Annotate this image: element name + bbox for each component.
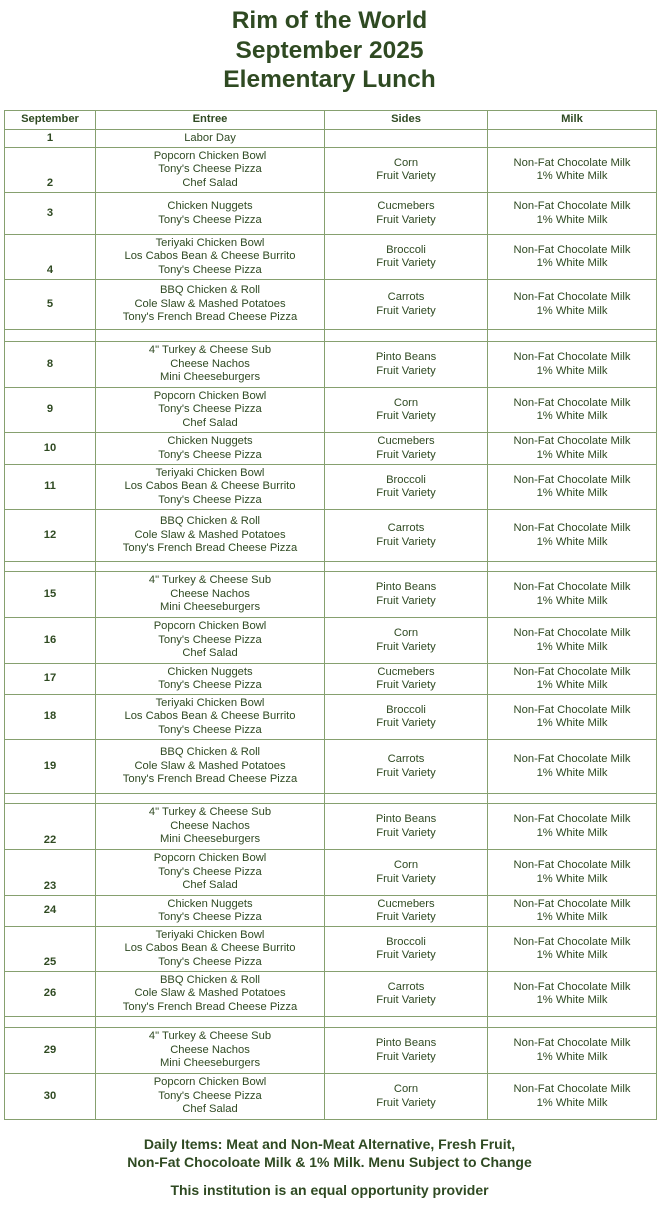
sides-cell [325,193,488,235]
sides-cell [325,388,488,433]
table-row [5,280,657,330]
day-cell: 4 [5,235,96,280]
sides-cell [325,433,488,465]
spacer-cell [488,562,657,572]
sides-cell [325,896,488,927]
day-cell: 12 [5,510,96,562]
sides-cell [325,1074,488,1120]
week-spacer-row [5,794,657,804]
sides-cell-line: Broccoli [386,243,426,256]
entree-cell-line: Tony's Cheese Pizza [158,633,262,646]
lunch-menu-table [4,110,657,1120]
milk-cell [488,972,657,1017]
table-row [5,572,657,618]
sides-cell-line: Carrots [387,522,425,534]
entree-cell-line: Los Cabos Bean & Cheese Burrito [124,942,296,955]
entree-cell-line: Tony's Cheese Pizza [158,679,262,691]
milk-cell [488,572,657,618]
entree-cell-line: Tony's Cheese Pizza [158,865,262,878]
entree-cell-line: Popcorn Chicken Bowl [153,1076,267,1089]
entree-cell [96,740,325,794]
footer-equal-opportunity: This institution is an equal opportunity provider [170,1182,489,1198]
spacer-cell [325,330,488,342]
milk-cell-line: 1% White Milk [536,594,608,607]
milk-cell [488,280,657,330]
entree-cell-line: BBQ Chicken & Roll [159,973,261,986]
entree-cell [96,388,325,433]
milk-cell [488,465,657,510]
entree-cell-line: Cole Slaw & Mashed Potatoes [134,528,286,541]
day-cell: 15 [5,572,96,618]
day-cell: 19 [5,740,96,794]
sides-cell [325,618,488,664]
entree-cell-line: Chicken Nuggets [167,200,253,212]
entree-cell-line: Los Cabos Bean & Cheese Burrito [124,250,296,263]
sides-cell-line: Fruit Variety [376,487,436,499]
day-cell: 29 [5,1028,96,1074]
entree-cell [96,896,325,927]
milk-cell-line: Non-Fat Chocolate Milk [513,1037,631,1049]
entree-cell [96,148,325,193]
entree-cell [96,1074,325,1120]
footer-line-1: Daily Items: Meat and Non-Meat Alternative, Fresh Fruit, [143,1136,516,1152]
title-meal: Elementary Lunch [223,66,436,93]
entree-cell-line: Chicken Nuggets [167,897,253,910]
entree-cell-line: BBQ Chicken & Roll [159,515,261,528]
sides-cell-line: Corn [393,859,419,871]
entree-cell-line: Los Cabos Bean & Cheese Burrito [124,480,296,493]
milk-cell [488,1074,657,1120]
entree-cell-line: Chef Salad [182,416,238,429]
milk-cell-line: 1% White Milk [536,949,608,961]
entree-cell-line: Popcorn Chicken Bowl [153,149,267,162]
spacer-cell [488,1017,657,1028]
sides-cell-line: Fruit Variety [376,1050,436,1063]
sides-cell-line: Pinto Beans [375,1037,437,1049]
entree-cell [96,572,325,618]
entree-cell-line: Los Cabos Bean & Cheese Burrito [124,710,296,723]
entree-cell [96,850,325,896]
milk-cell-line: Non-Fat Chocolate Milk [513,935,631,948]
sides-cell-line: Fruit Variety [376,679,436,691]
day-cell: 3 [5,193,96,235]
milk-cell [488,193,657,235]
spacer-cell [488,794,657,804]
entree-cell-line: 4" Turkey & Cheese Sub [148,1030,272,1043]
sides-cell-line: Carrots [387,980,425,993]
milk-cell [488,342,657,388]
entree-cell-line: Cole Slaw & Mashed Potatoes [134,987,286,1000]
sides-cell-line: Broccoli [386,703,426,716]
milk-cell-line: Non-Fat Chocolate Milk [513,473,631,486]
table-row [5,510,657,562]
entree-cell-line: Chicken Nuggets [167,665,253,678]
sides-cell [325,740,488,794]
milk-cell-line: Non-Fat Chocolate Milk [513,859,631,871]
entree-cell [96,342,325,388]
milk-cell-line: 1% White Milk [536,766,608,779]
entree-cell-line: Teriyaki Chicken Bowl [155,466,265,479]
menu-title [0,6,659,95]
entree-cell-line: Cole Slaw & Mashed Potatoes [134,759,286,772]
day-cell: 9 [5,388,96,433]
milk-cell-line: Non-Fat Chocolate Milk [513,522,631,534]
sides-cell [325,510,488,562]
milk-cell-line: Non-Fat Chocolate Milk [513,581,631,593]
sides-cell-line: Pinto Beans [375,813,437,825]
entree-cell-line: Mini Cheeseburgers [159,833,261,846]
milk-cell [488,927,657,972]
milk-cell-line: Non-Fat Chocolate Milk [513,703,631,716]
entree-cell-line: Tony's Cheese Pizza [158,448,262,461]
entree-cell-line: Mini Cheeseburgers [159,601,261,614]
milk-cell-line: 1% White Milk [536,826,608,839]
entree-cell-line: Tony's Cheese Pizza [158,723,262,736]
table-row [5,618,657,664]
milk-cell [488,896,657,927]
sides-cell-line: Cucmebers [377,897,435,910]
table-row [5,927,657,972]
milk-cell [488,148,657,193]
entree-cell-line: BBQ Chicken & Roll [159,284,261,297]
sides-cell-line: Fruit Variety [376,410,436,422]
sides-cell-line: Fruit Variety [376,213,436,226]
sides-cell [325,148,488,193]
day-cell: 26 [5,972,96,1017]
milk-cell [488,388,657,433]
day-cell: 11 [5,465,96,510]
milk-cell-line: 1% White Milk [536,717,608,729]
table-row [5,465,657,510]
milk-cell [488,850,657,896]
sides-cell [325,280,488,330]
milk-cell [488,664,657,695]
entree-cell-line: Tony's Cheese Pizza [158,163,262,176]
entree-cell-line: BBQ Chicken & Roll [159,746,261,759]
entree-cell [96,235,325,280]
sides-cell-line: Cucmebers [377,665,435,678]
sides-cell-line: Fruit Variety [376,170,436,182]
milk-cell [488,235,657,280]
day-cell: 23 [5,850,96,896]
milk-cell-line: 1% White Milk [536,487,608,499]
entree-cell-line: Tony's Cheese Pizza [158,213,262,226]
entree-cell [96,465,325,510]
milk-cell-line: Non-Fat Chocolate Milk [513,897,631,910]
table-row [5,1074,657,1120]
milk-cell-line: Non-Fat Chocolate Milk [513,1083,631,1095]
entree-cell-line: Chicken Nuggets [167,435,253,447]
sides-cell-line: Corn [393,156,419,169]
table-header-row [5,111,657,130]
sides-cell [325,804,488,850]
milk-cell-line: Non-Fat Chocolate Milk [513,813,631,825]
sides-cell-line: Cucmebers [377,435,435,447]
milk-cell-line: 1% White Milk [536,257,608,269]
entree-cell [96,618,325,664]
spacer-cell [96,1017,325,1028]
spacer-cell [5,562,96,572]
milk-cell-line: Non-Fat Chocolate Milk [513,665,631,678]
entree-cell-line: Tony's Cheese Pizza [158,493,262,506]
entree-cell-line: Tony's Cheese Pizza [158,1089,262,1102]
milk-cell-line: 1% White Milk [536,448,608,461]
sides-cell [325,664,488,695]
sides-cell [325,972,488,1017]
header-sides: Sides [325,111,488,130]
entree-cell-line: Teriyaki Chicken Bowl [155,236,265,249]
sides-cell-line: Fruit Variety [376,1096,436,1109]
day-cell: 8 [5,342,96,388]
milk-cell-line: 1% White Milk [536,213,608,226]
entree-cell-line: Popcorn Chicken Bowl [153,620,267,633]
entree-cell [96,193,325,235]
sides-cell-line: Pinto Beans [375,351,437,363]
entree-cell-line: Tony's Cheese Pizza [158,403,262,416]
milk-cell [488,1028,657,1074]
table-row [5,972,657,1017]
table-body [5,130,657,1120]
entree-cell-line: Popcorn Chicken Bowl [153,389,267,402]
milk-cell-line: 1% White Milk [536,872,608,885]
header-entree: Entree [96,111,325,130]
spacer-cell [5,330,96,342]
day-cell: 16 [5,618,96,664]
entree-cell-line: Teriyaki Chicken Bowl [155,928,265,941]
entree-cell [96,664,325,695]
spacer-cell [96,794,325,804]
milk-cell [488,433,657,465]
week-spacer-row [5,562,657,572]
entree-cell-line: Cheese Nachos [170,357,250,370]
sides-cell-line: Fruit Variety [376,448,436,461]
sides-cell [325,130,488,148]
sides-cell-line: Pinto Beans [375,581,437,593]
title-month: September 2025 [235,36,424,64]
entree-cell [96,433,325,465]
milk-cell-line: Non-Fat Chocolate Milk [513,351,631,363]
sides-cell [325,465,488,510]
spacer-cell [325,1017,488,1028]
spacer-cell [5,794,96,804]
sides-cell-line: Fruit Variety [376,304,436,317]
entree-cell-line: Tony's Cheese Pizza [158,911,262,923]
sides-cell-line: Fruit Variety [376,911,436,923]
entree-cell [96,927,325,972]
table-row [5,695,657,740]
entree-cell [96,1028,325,1074]
sides-cell [325,572,488,618]
milk-cell [488,510,657,562]
day-cell: 1 [5,130,96,148]
milk-cell-line: Non-Fat Chocolate Milk [513,980,631,993]
milk-cell-line: 1% White Milk [536,410,608,422]
spacer-cell [488,330,657,342]
entree-cell-line: Teriyaki Chicken Bowl [155,696,265,709]
footer-daily-items [0,1135,659,1171]
milk-cell [488,804,657,850]
milk-cell-line: 1% White Milk [536,640,608,653]
sides-cell-line: Carrots [387,291,425,303]
day-cell: 5 [5,280,96,330]
spacer-cell [5,1017,96,1028]
entree-cell-line: Tony's Cheese Pizza [158,263,262,276]
sides-cell-line: Fruit Variety [376,717,436,729]
sides-cell-line: Carrots [387,753,425,765]
table-row [5,850,657,896]
milk-cell [488,695,657,740]
milk-cell-line: Non-Fat Chocolate Milk [513,156,631,169]
sides-cell [325,342,488,388]
entree-cell [96,695,325,740]
entree-cell-line: Mini Cheeseburgers [159,371,261,384]
sides-cell-line: Fruit Variety [376,257,436,269]
sides-cell-line: Broccoli [386,935,426,948]
table-row [5,740,657,794]
sides-cell-line: Fruit Variety [376,766,436,779]
milk-cell-line: Non-Fat Chocolate Milk [513,396,631,409]
table-row [5,342,657,388]
sides-cell-line: Fruit Variety [376,826,436,839]
spacer-cell [96,330,325,342]
entree-cell-line: 4" Turkey & Cheese Sub [148,574,272,587]
spacer-cell [325,794,488,804]
week-spacer-row [5,330,657,342]
table-row [5,130,657,148]
table-row [5,664,657,695]
milk-cell-line: 1% White Milk [536,911,608,923]
entree-cell-line: Tony's Cheese Pizza [158,955,262,968]
milk-cell-line: Non-Fat Chocolate Milk [513,243,631,256]
milk-cell-line: 1% White Milk [536,1050,608,1063]
table-row [5,804,657,850]
entree-cell-line: Labor Day [184,131,236,144]
sides-cell-line: Corn [393,627,419,639]
day-cell: 25 [5,927,96,972]
entree-cell-line: Tony's French Bread Cheese Pizza [122,311,298,324]
entree-cell [96,130,325,148]
milk-cell [488,618,657,664]
sides-cell-line: Corn [393,1083,419,1095]
milk-cell-line: Non-Fat Chocolate Milk [513,435,631,447]
sides-cell-line: Fruit Variety [376,949,436,961]
entree-cell-line: Tony's French Bread Cheese Pizza [122,1000,298,1013]
sides-cell-line: Cucmebers [377,200,435,212]
day-cell: 30 [5,1074,96,1120]
sides-cell-line: Fruit Variety [376,994,436,1006]
milk-cell-line: 1% White Milk [536,364,608,377]
entree-cell [96,510,325,562]
entree-cell-line: Chef Salad [182,879,238,892]
entree-cell-line: Popcorn Chicken Bowl [153,852,267,865]
entree-cell-line: Mini Cheeseburgers [159,1057,261,1070]
sides-cell [325,1028,488,1074]
table-row [5,235,657,280]
milk-cell-line: Non-Fat Chocolate Milk [513,291,631,303]
sides-cell [325,927,488,972]
sides-cell [325,850,488,896]
sides-cell-line: Fruit Variety [376,364,436,377]
entree-cell-line: Cole Slaw & Mashed Potatoes [134,297,286,310]
entree-cell-line: Cheese Nachos [170,819,250,832]
entree-cell-line: Tony's French Bread Cheese Pizza [122,542,298,555]
sides-cell-line: Fruit Variety [376,872,436,885]
day-cell: 2 [5,148,96,193]
week-spacer-row [5,1017,657,1028]
entree-cell-line: Cheese Nachos [170,1043,250,1056]
entree-cell-line: Chef Salad [182,1103,238,1116]
entree-cell [96,804,325,850]
milk-cell-line: Non-Fat Chocolate Milk [513,753,631,765]
entree-cell-line: Cheese Nachos [170,587,250,600]
sides-cell-line: Fruit Variety [376,535,436,548]
spacer-cell [96,562,325,572]
entree-cell [96,280,325,330]
footer-line-2: Non-Fat Chocoloate Milk & 1% Milk. Menu Subject to Change [127,1154,532,1170]
spacer-cell [325,562,488,572]
milk-cell-line: 1% White Milk [536,1096,608,1109]
entree-cell [96,972,325,1017]
table-row [5,896,657,927]
table-row [5,148,657,193]
sides-cell-line: Fruit Variety [376,640,436,653]
milk-cell-line: 1% White Milk [536,304,608,317]
sides-cell-line: Broccoli [386,473,426,486]
day-cell: 10 [5,433,96,465]
table-row [5,193,657,235]
milk-cell-line: 1% White Milk [536,679,608,691]
entree-cell-line: 4" Turkey & Cheese Sub [148,806,272,819]
milk-cell-line: Non-Fat Chocolate Milk [513,627,631,639]
entree-cell-line: Chef Salad [182,647,238,660]
header-september: September [5,111,96,130]
milk-cell [488,740,657,794]
milk-cell-line: 1% White Milk [536,994,608,1006]
table-row [5,433,657,465]
milk-cell-line: 1% White Milk [536,535,608,548]
milk-cell [488,130,657,148]
day-cell: 24 [5,896,96,927]
header-milk: Milk [488,111,657,130]
entree-cell-line: Chef Salad [182,176,238,189]
day-cell: 22 [5,804,96,850]
table-row [5,388,657,433]
sides-cell [325,235,488,280]
milk-cell-line: Non-Fat Chocolate Milk [513,200,631,212]
sides-cell-line: Corn [393,396,419,409]
table-row [5,1028,657,1074]
title-school: Rim of the World [231,7,428,34]
sides-cell-line: Fruit Variety [376,594,436,607]
day-cell: 17 [5,664,96,695]
entree-cell-line: Tony's French Bread Cheese Pizza [122,773,298,786]
entree-cell-line: 4" Turkey & Cheese Sub [148,344,272,357]
day-cell: 18 [5,695,96,740]
milk-cell-line: 1% White Milk [536,170,608,182]
sides-cell [325,695,488,740]
